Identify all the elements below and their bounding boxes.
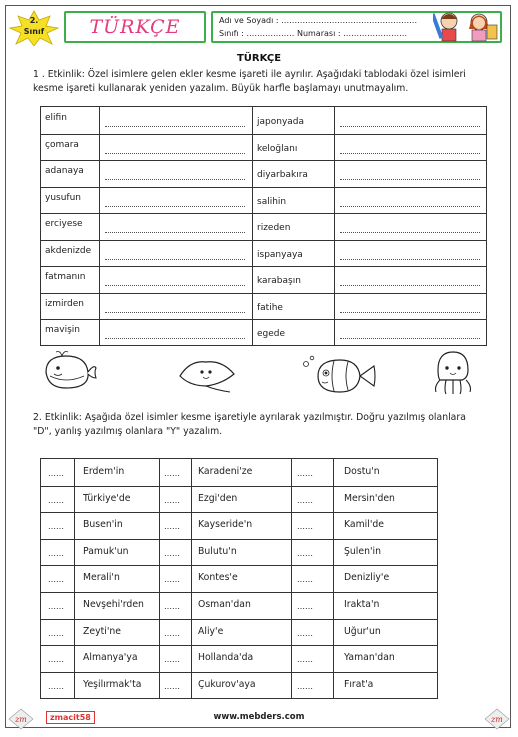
proper-noun-item: Yaman'dan [344,652,395,664]
table-divider [334,107,335,345]
answer-blank[interactable]: …… [164,469,180,478]
proper-noun-item: Osman'dan [198,599,251,610]
answer-blank[interactable]: …… [297,495,313,505]
proper-noun-right: diyarbakıra [257,170,308,180]
clownfish-icon [300,352,378,396]
answer-line-left[interactable] [105,285,245,286]
row-divider [41,539,437,540]
author-tag: zmacit58 [46,711,95,724]
row-divider [41,672,437,673]
grade-label: 2. Sınıf [23,16,45,36]
proper-noun-right: ispanyaya [257,249,303,260]
proper-noun-item: Aliy'e [198,625,224,637]
answer-blank[interactable]: …… [164,495,180,505]
proper-noun-right: karabaşın [257,276,301,286]
proper-noun-item: Hollanda'da [198,652,254,664]
row-divider [41,512,437,513]
answer-line-right[interactable] [340,179,480,180]
table-divider [191,459,192,698]
table-divider [333,459,334,698]
kids-icon [433,9,499,43]
proper-noun-left: fatmanın [45,272,86,282]
answer-blank[interactable]: …… [48,602,64,611]
answer-blank[interactable]: …… [164,575,180,585]
proper-noun-item: Zeyti'ne [83,625,121,637]
proper-noun-item: Erdem'in [83,466,125,477]
proper-noun-left: mavişin [45,325,81,335]
answer-blank[interactable]: …… [48,522,64,532]
answer-line-right[interactable] [340,232,480,233]
proper-noun-item: Kontes'e [198,572,238,584]
row-divider [41,240,486,241]
row-divider [41,187,486,188]
proper-noun-item: Pamuk'un [83,545,129,557]
proper-noun-left: yusufun [45,192,81,203]
row-divider [41,160,486,161]
proper-noun-item: Busen'in [83,519,123,531]
proper-noun-item: Mersin'den [344,492,395,504]
answer-line-left[interactable] [105,338,245,339]
proper-noun-left: adanaya [45,166,84,176]
proper-noun-item: Yeşilırmak'ta [83,678,142,690]
answer-blank[interactable]: …… [297,655,313,665]
answer-blank[interactable]: …… [297,522,313,532]
answer-blank[interactable]: …… [48,575,64,585]
proper-noun-item: Denizliy'e [344,572,390,584]
answer-blank[interactable]: …… [297,575,313,585]
answer-blank[interactable]: …… [164,655,180,665]
answer-blank[interactable]: …… [164,602,180,611]
proper-noun-right: salihin [257,196,287,207]
answer-blank[interactable]: …… [164,681,180,691]
answer-line-right[interactable] [340,206,480,207]
zm-logo-icon [484,708,510,730]
activity1-table [40,106,487,346]
proper-noun-right: egede [257,329,286,339]
proper-noun-left: izmirden [45,298,84,309]
proper-noun-item: Türkiye'de [83,492,131,504]
row-divider [41,319,486,320]
proper-noun-item: Kayseride'n [198,519,253,531]
svg-text:zm: zm [15,715,27,724]
row-divider [41,293,486,294]
class-number-field[interactable]: Sınıfı : ……………… Numarası : …………………… [219,29,408,38]
proper-noun-left: erciyese [45,219,83,229]
answer-line-left[interactable] [105,312,245,313]
proper-noun-right: japonyada [257,117,305,127]
answer-blank[interactable]: …… [297,469,313,478]
answer-line-left[interactable] [105,179,245,180]
answer-line-right[interactable] [340,153,480,154]
table-divider [74,459,75,698]
row-divider [41,645,437,646]
proper-noun-left: çomara [45,139,79,150]
proper-noun-left: akdenizde [45,245,92,256]
proper-noun-left: elifin [45,113,67,123]
answer-line-left[interactable] [105,232,245,233]
proper-noun-item: Fırat'a [344,678,374,690]
proper-noun-item: Ezgi'den [198,492,238,504]
answer-blank[interactable]: …… [164,522,180,532]
answer-blank[interactable]: …… [164,548,180,558]
answer-line-left[interactable] [105,259,245,260]
title-box [64,11,206,43]
proper-noun-item: Karadeni'ze [198,466,253,477]
octopus-icon [432,350,474,396]
row-divider [41,619,437,620]
answer-line-right[interactable] [340,338,480,339]
activity1-instruction: 1 . Etkinlik: Özel isimlere gelen ekler kesme işareti ile ayrılır. Aşağıdaki tablodaki özel isimleri kesme işareti kullanarak yeniden yazalım. Büyük harfle başlamayı unutmayalım. [33,69,466,94]
table-divider [99,107,100,345]
answer-blank[interactable]: …… [164,628,180,638]
table-divider [159,459,160,698]
activity2-table [40,458,438,699]
row-divider [41,565,437,566]
proper-noun-right: keloğlanı [257,143,298,154]
website-link[interactable]: www.mebders.com [213,712,305,722]
answer-blank[interactable]: …… [48,548,64,558]
answer-blank[interactable]: …… [297,628,313,638]
answer-line-right[interactable] [340,312,480,313]
table-divider [252,107,253,345]
proper-noun-item: Nevşehi'rden [83,599,144,610]
answer-blank[interactable]: …… [48,681,64,691]
proper-noun-item: Şulen'in [344,545,382,557]
proper-noun-item: Dostu'n [344,466,380,477]
answer-blank[interactable]: …… [297,602,313,611]
proper-noun-item: Uğur'un [344,625,381,637]
answer-blank[interactable]: …… [48,628,64,638]
proper-noun-item: Almanya'ya [83,652,138,664]
proper-noun-right: fatihe [257,302,283,313]
answer-line-left[interactable] [105,126,245,127]
proper-noun-item: Kamil'de [344,519,385,531]
answer-line-right[interactable] [340,285,480,286]
page-title: TÜRKÇE [89,16,181,38]
answer-blank[interactable]: …… [297,681,313,691]
row-divider [41,213,486,214]
answer-blank[interactable]: …… [48,655,64,665]
proper-noun-item: Merali'n [83,572,120,584]
row-divider [41,592,437,593]
svg-text:zm: zm [491,715,503,724]
proper-noun-item: Bulutu'n [198,545,237,557]
answer-blank[interactable]: …… [48,469,64,478]
section-title: TÜRKÇE [236,53,282,64]
table-divider [291,459,292,698]
answer-line-left[interactable] [105,153,245,154]
name-field[interactable]: Adı ve Soyadı : …………………………………………… [219,16,418,25]
answer-blank[interactable]: …… [48,495,64,505]
proper-noun-right: rizeden [257,223,291,233]
answer-blank[interactable]: …… [297,548,313,558]
answer-line-left[interactable] [105,206,245,207]
answer-line-right[interactable] [340,126,480,127]
whale-icon [40,350,98,394]
row-divider [41,266,486,267]
row-divider [41,486,437,487]
activity2-instruction: 2. Etkinlik: Aşağıda özel isimler kesme işaretiyle ayrılarak yazılmıştır. Doğru yazılmış olanlara "D", yanlış yazılmış olanlara "Y" yazalım. [33,412,466,437]
proper-noun-item: Irakta'n [344,599,380,610]
proper-noun-item: Çukurov'aya [198,678,256,690]
row-divider [41,134,486,135]
answer-line-right[interactable] [340,259,480,260]
stingray-icon [176,354,238,394]
